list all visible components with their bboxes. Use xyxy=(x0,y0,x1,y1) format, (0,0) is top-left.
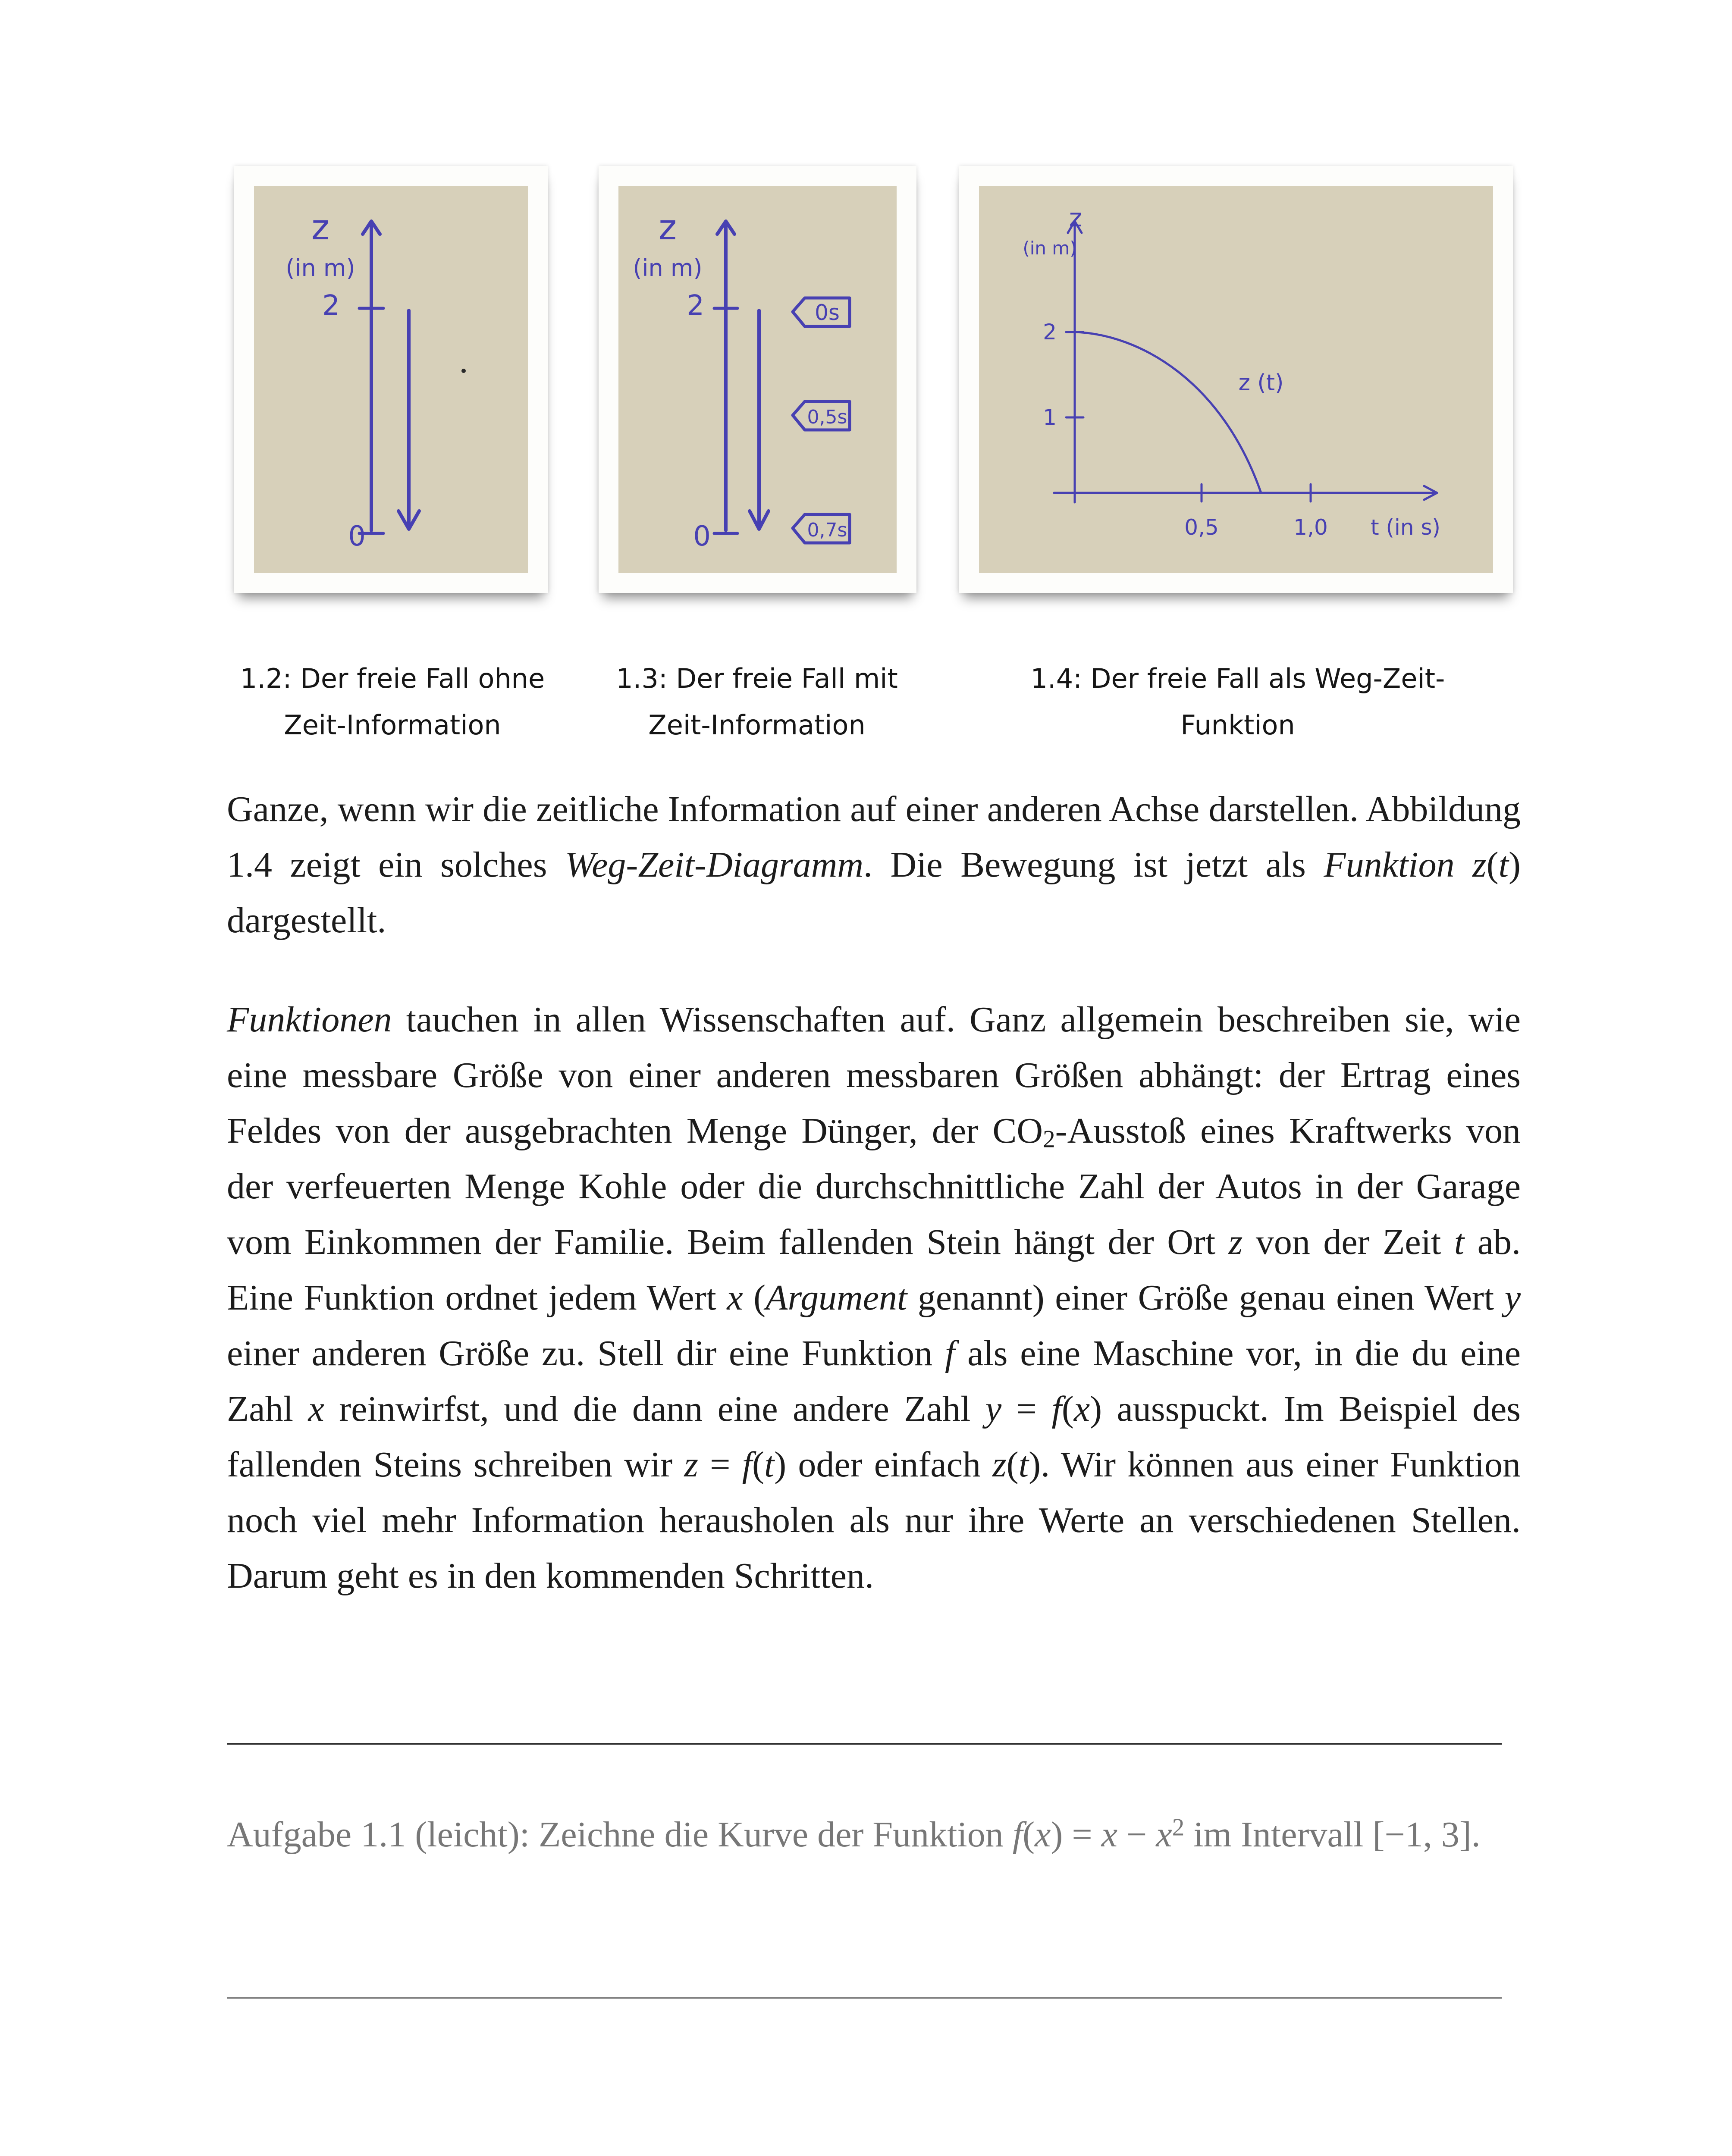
paragraph-1-text: Ganze, wenn wir die zeitliche Information auf einer anderen Achse darstellen. Abbildung 1.4 zeigt ein solches xyxy=(227,789,1521,885)
paragraph-2-text: als eine Maschine vor, in die du eine Zahl xyxy=(227,1333,1521,1429)
co2-subscript: 2 xyxy=(1043,1125,1055,1153)
paragraph-1-text: . Die Bewegung ist jetzt als xyxy=(863,845,1324,885)
figure-1-4-y-axis xyxy=(1068,221,1082,502)
math-var: t xyxy=(1498,845,1509,885)
paragraph-2-text: genannt) einer Größe genau einen Wert xyxy=(907,1278,1505,1318)
math-var: x xyxy=(1156,1814,1172,1855)
figure-1-4-x-axis xyxy=(1054,486,1437,500)
figure-1-2-drawing xyxy=(234,166,548,593)
figure-1-3-tag-0-label: 0s xyxy=(815,300,840,325)
figure-1-3-z-axis xyxy=(717,221,734,530)
figure-1-4-drawing xyxy=(959,166,1513,593)
math-var: f xyxy=(1012,1814,1023,1855)
caption-1-4-line2: Funktion xyxy=(1180,709,1295,741)
task-1-1 xyxy=(227,1807,1521,1862)
math-var: t xyxy=(764,1445,775,1485)
term-argument: Argument xyxy=(766,1278,907,1318)
term-funktion: Funktion z xyxy=(1324,845,1487,885)
paragraph-1-text: ) dargestellt. xyxy=(227,845,1521,940)
task-text: ( xyxy=(1023,1814,1035,1855)
figure-1-4-curve xyxy=(1075,332,1261,493)
figure-1-4-curve-label: z (t) xyxy=(1238,370,1284,396)
figure-1-2-axis-unit: (in m) xyxy=(286,254,355,282)
caption-1-4 xyxy=(979,655,1497,749)
figure-1-3-tag-1-label: 0,5s xyxy=(807,406,847,428)
figure-1-2-axis-label: z xyxy=(311,207,329,248)
task-divider-top xyxy=(227,1743,1502,1745)
figure-1-2-z-axis xyxy=(363,221,380,530)
task-divider-bottom xyxy=(227,1997,1502,1999)
math-var: t xyxy=(1454,1222,1465,1262)
task-text: Aufgabe 1.1 (leicht): Zeichne die Kurve der Funktion xyxy=(227,1814,1013,1855)
figure-1-2-tick-bottom: 0 xyxy=(348,520,366,552)
math-var: x xyxy=(1035,1814,1051,1855)
paragraph-2-text: -Ausstoß eines Kraftwerks von der verfeuerten Menge Kohle oder die durchschnittliche Zahl der Autos in der Garage vom Einkommen der Familie. Beim fallenden Stein hängt der Ort xyxy=(227,1111,1521,1262)
caption-1-3-line1: 1.3: Der freie Fall mit xyxy=(616,663,898,694)
paragraph-2-text: einer anderen Größe zu. Stell dir eine Funktion xyxy=(227,1333,945,1373)
math-var: z xyxy=(992,1445,1007,1485)
figure-1-2 xyxy=(234,166,548,593)
caption-1-2 xyxy=(216,655,569,749)
paragraph-2-text: ) ausspuckt. Im Beispiel des fallenden Steins schreiben wir xyxy=(227,1389,1521,1485)
figure-1-2-fall-arrow xyxy=(398,310,419,529)
math-var: x xyxy=(1073,1389,1090,1429)
figure-1-4-x-tick-0-5: 0,5 xyxy=(1184,515,1219,540)
figure-1-3-tag-2-label: 0,7s xyxy=(807,519,847,541)
task-text: ) = xyxy=(1051,1814,1101,1855)
figure-1-3-tick-bottom: 0 xyxy=(693,520,711,552)
figure-1-4-y-tick-2: 2 xyxy=(1043,320,1057,345)
exponent: 2 xyxy=(1172,1814,1185,1841)
math-var: x xyxy=(308,1389,324,1429)
figure-1-3-axis-label: z xyxy=(659,207,677,248)
caption-1-3-line2: Zeit-Information xyxy=(648,709,866,741)
math-var: f xyxy=(1051,1389,1062,1429)
math-var: f xyxy=(742,1445,752,1485)
paragraph-2-text: ( xyxy=(1006,1445,1019,1485)
figure-1-2-stone-dot xyxy=(461,369,466,373)
math-var: z xyxy=(1228,1222,1243,1262)
caption-1-4-line1: 1.4: Der freie Fall als Weg-Zeit- xyxy=(1030,663,1445,694)
figure-1-4-ticks xyxy=(1066,332,1311,501)
paragraph-2-text: ) oder einfach xyxy=(774,1445,993,1485)
paragraph-2-text: = xyxy=(698,1445,742,1485)
figure-1-4-y-tick-1: 1 xyxy=(1043,405,1057,430)
figure-1-3-drawing xyxy=(599,166,916,593)
term-weg-zeit-diagramm: Weg-Zeit-Diagramm xyxy=(565,845,863,885)
figure-1-3 xyxy=(599,166,916,593)
paragraph-2 xyxy=(227,992,1521,1604)
figure-1-4 xyxy=(959,166,1513,593)
math-var: f xyxy=(944,1333,955,1373)
paragraph-1 xyxy=(227,781,1521,948)
math-var: x xyxy=(1101,1814,1118,1855)
math-var: x xyxy=(727,1278,743,1318)
figure-1-3-axis-unit: (in m) xyxy=(633,254,703,282)
paragraph-2-text: ( xyxy=(752,1445,764,1485)
paragraph-2-text: ab. Eine Funktion ordnet jedem Wert xyxy=(227,1222,1521,1318)
figure-1-4-x-label: t (in s) xyxy=(1370,515,1441,540)
figure-1-3-tick-top: 2 xyxy=(687,290,704,322)
math-var: y xyxy=(985,1389,1002,1429)
task-text: im Intervall [−1, 3]. xyxy=(1184,1814,1481,1855)
paragraph-2-text: ). Wir können aus einer Funktion noch viel mehr Information herausholen als nur ihre Werte an verschiedenen Stellen. Darum geht es in den kommenden Schritten. xyxy=(227,1445,1521,1596)
paragraph-1-text: ( xyxy=(1486,845,1499,885)
paragraph-2-text: ( xyxy=(743,1278,766,1318)
paragraph-2-text: reinwirfst, und die dann eine andere Zahl xyxy=(324,1389,985,1429)
task-text: − xyxy=(1117,1814,1156,1855)
paragraph-2-text: von der Zeit xyxy=(1243,1222,1454,1262)
caption-1-2-line2: Zeit-Information xyxy=(284,709,501,741)
paragraph-2-text: = xyxy=(1001,1389,1052,1429)
figure-1-3-fall-arrow xyxy=(750,310,769,529)
caption-1-2-line1: 1.2: Der freie Fall ohne xyxy=(240,663,545,694)
caption-1-3 xyxy=(578,655,936,749)
math-var: t xyxy=(1018,1445,1029,1485)
math-var: z xyxy=(684,1445,698,1485)
figure-1-4-y-label: z xyxy=(1069,203,1082,232)
paragraph-2-text: tauchen in allen Wissenschaften auf. Ganz allgemein beschreiben sie, wie eine messbare Größe von einer anderen messbaren Größen abhängt: der Ertrag eines Feldes von der ausgebrachten Menge Dünger, der CO xyxy=(227,1000,1521,1151)
figure-1-4-y-unit: (in m) xyxy=(1023,238,1077,259)
paragraph-2-text: ( xyxy=(1061,1389,1074,1429)
math-var: y xyxy=(1504,1278,1521,1318)
figure-1-4-x-tick-1-0: 1,0 xyxy=(1293,515,1328,540)
term-funktionen: Funktionen xyxy=(227,1000,392,1040)
figure-1-2-tick-top: 2 xyxy=(322,290,340,322)
